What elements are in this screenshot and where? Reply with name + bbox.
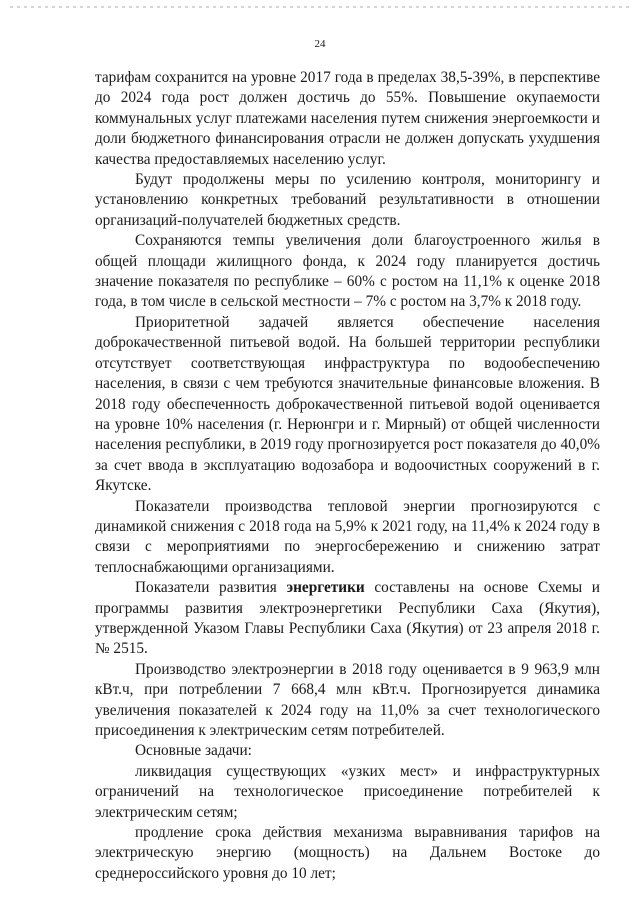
paragraph-electricity-production: Производство электроэнергии в 2018 году оценивается в 9 963,9 млн кВт.ч, при потреблении 7 668,4 млн кВт.ч. Прогнозируется динамика увеличения показателей к 2024 году на 11,0% за счет технологического присоединения к электрическим сетям потребителей. bbox=[95, 660, 600, 739]
energy-text-before: Показатели развития bbox=[135, 579, 287, 597]
page-number: 24 bbox=[314, 38, 326, 50]
energy-text-after: составлены на основе Схемы и программы развития электроэнергетики Республики Саха (Якутия), утвержденной Указом Главы Республики Саха (Якутия) от 23 апреля 2018 г. № 2515. bbox=[95, 579, 600, 658]
energy-bold-term: энергетики bbox=[286, 579, 365, 597]
paragraph-housing: Сохраняются темпы увеличения доли благоустроенного жилья в общей площади жилищного фонда, к 2024 году планируется достичь значение показателя по республике – 60% с ростом на 11,1% к оценке 2018 года, в том числе в сельской местности – 7% с ростом на 3,7% к 2018 году. bbox=[95, 232, 600, 311]
paragraph-task-bottlenecks: ликвидация существующих «узких мест» и инфраструктурных ограничений на технологическое присоединение потребителей к электрическим сетям; bbox=[95, 762, 600, 821]
paragraph-main-tasks-heading: Основные задачи: bbox=[135, 742, 252, 760]
paragraph-tariffs: тарифам сохранится на уровне 2017 года в пределах 38,5-39%, в перспективе до 2024 года рост должен достичь до 55%. Повышение окупаемости коммунальных услуг платежами населения путем снижения энергоемкости и доли бюджетного финансирования отрасли не должен допускать ухудшения качества предоставляемых населению услуг. bbox=[95, 69, 600, 168]
scan-artifact-line bbox=[10, 6, 630, 8]
document-body bbox=[95, 68, 600, 884]
paragraph-heat-energy: Показатели производства тепловой энергии прогнозируются с динамикой снижения с 2018 года на 5,9% к 2021 году, на 11,4% к 2024 году в связи с мероприятиями по энергосбережению и снижению затрат теплоснабжающими организациями. bbox=[95, 497, 600, 576]
paragraph-control-measures: Будут продолжены меры по усилению контроля, мониторингу и установлению конкретных требований результативности в отношении организаций-получателей бюджетных средств. bbox=[95, 171, 600, 229]
paragraph-drinking-water: Приоритетной задачей является обеспечение населения доброкачественной питьевой водой. На большей территории республики отсутствует соответствующая инфраструктура по водообеспечению населения, в связи с чем требуются значительные финансовые вложения. В 2018 году обеспеченность доброкачественной питьевой водой оценивается на уровне 10% населения (г. Нерюнгри и г. Мирный) от общей численности населения республики, в 2019 году прогнозируется рост показателя до 40,0% за счет ввода в эксплуатацию водозабора и водоочистных сооружений в г. Якутске. bbox=[95, 313, 600, 495]
paragraph-task-tariff-extension: продление срока действия механизма выравнивания тарифов на электрическую энергию (мощность) на Дальнем Востоке до среднероссийского уровня до 10 лет; bbox=[95, 824, 600, 882]
paragraph-energy-development bbox=[95, 578, 600, 660]
